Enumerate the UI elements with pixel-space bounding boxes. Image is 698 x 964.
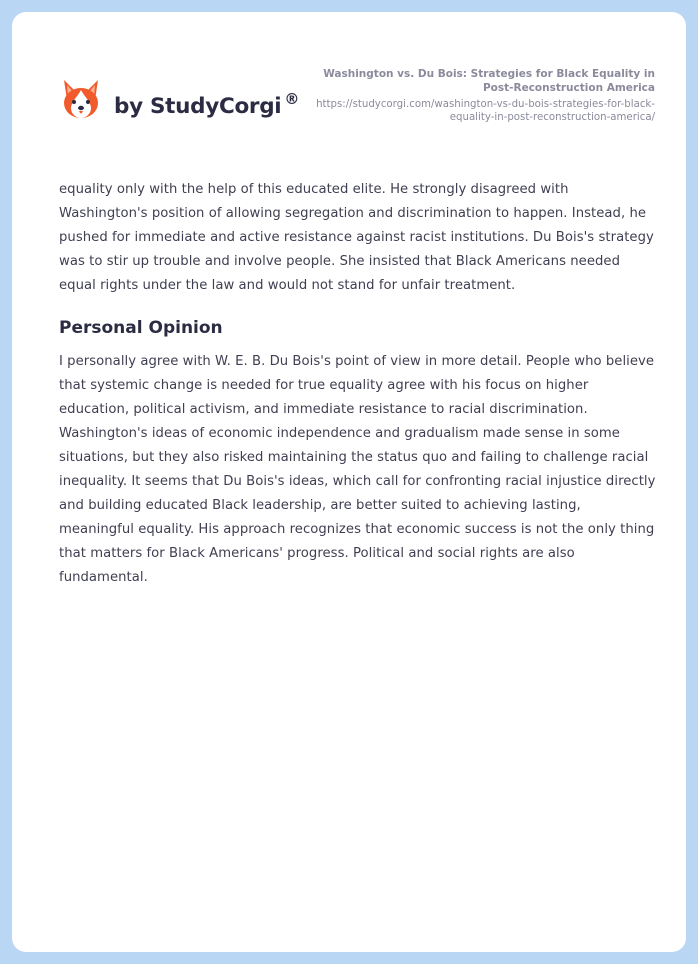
document-url[interactable]: https://studycorgi.com/washington-vs-du-bois-strategies-for-black-equality-in-post-reconstruction-america/ — [316, 99, 655, 123]
brand-text: by StudyCorgi — [114, 94, 282, 119]
document-page — [12, 12, 686, 952]
body-paragraph: equality only with the help of this educated elite. He strongly disagreed with Washington's position of allowing segregation and discrimination to happen. Instead, he pushed for immediate and active resistance against racist institutions. Du Bois's strategy was to stir up trouble and involve people. She insisted that Black Americans needed equal rights under the law and would not stand for unfair treatment. — [59, 182, 654, 293]
registered-mark: ® — [284, 90, 300, 108]
document-body — [59, 178, 659, 590]
section-heading: Personal Opinion — [59, 318, 223, 338]
brand-name[interactable] — [114, 90, 300, 119]
body-paragraph: I personally agree with W. E. B. Du Bois's point of view in more detail. People who believe that systemic change is needed for true equality agree with his focus on higher education, political activism, and immediate resistance to racial discrimination. Washington's ideas of economic independence and gradualism made sense in some situations, but they also risked maintaining the status quo and failing to challenge racial inequality. It seems that Du Bois's ideas, which call for confronting racial injustice directly and building educated Black leadership, are better suited to achieving lasting, meaningful equality. His approach recognizes that economic success is not the only thing that matters for Black Americans' progress. Political and social rights are also fundamental. — [59, 354, 656, 585]
document-title: Washington vs. Du Bois: Strategies for Black Equality in Post-Reconstruction America — [323, 68, 655, 94]
corgi-logo-icon[interactable] — [61, 76, 101, 120]
